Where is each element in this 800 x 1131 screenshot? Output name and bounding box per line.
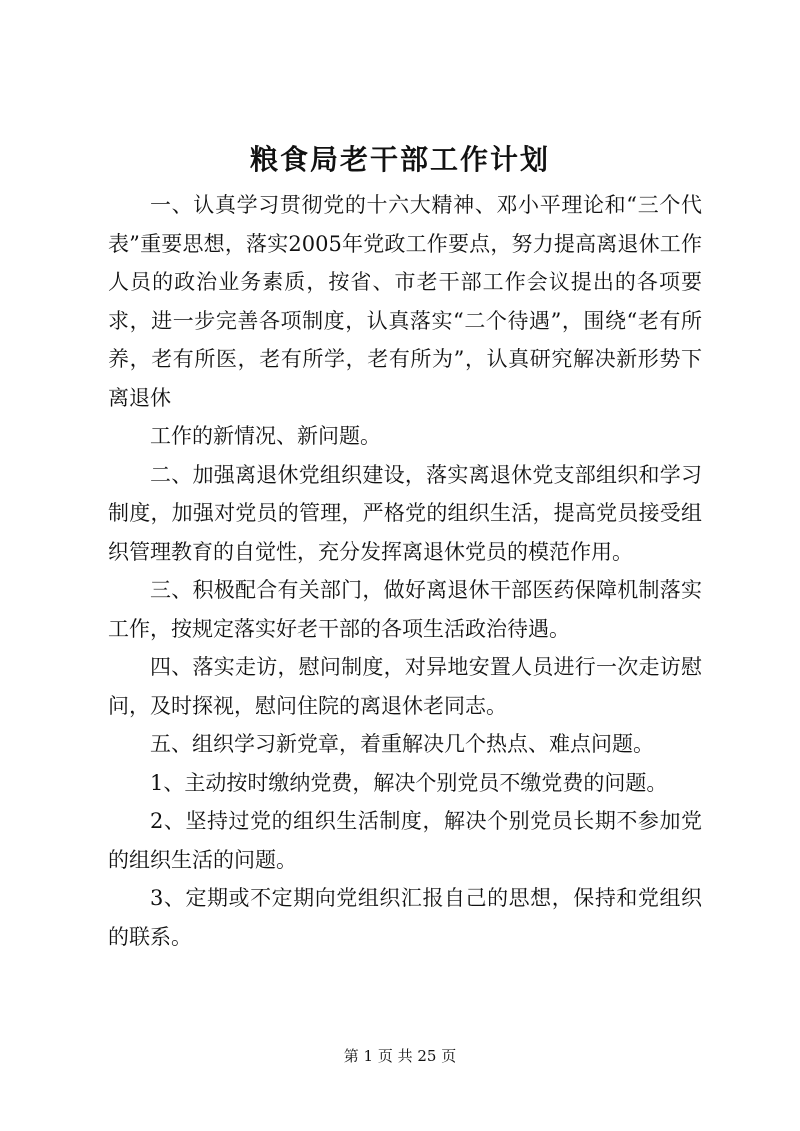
paragraph: 四、落实走访，慰问制度，对异地安置人员进行一次走访慰问，及时探视，慰问住院的离退休老同志。 [108,655,702,718]
document-body [108,186,702,956]
paragraph: 五、组织学习新党章，着重解决几个热点、难点问题。 [150,732,654,756]
paragraph: 2、坚持过党的组织生活制度，解决个别党员长期不参加党的组织生活的问题。 [108,809,702,872]
page-title: 粮食局老干部工作计划 [249,143,550,176]
paragraph: 二、加强离退休党组织建设，落实离退休党支部组织和学习制度，加强对党员的管理，严格党的组织生活，提高党员接受组织管理教育的自觉性，充分发挥离退休党员的模范作用。 [108,462,702,564]
paragraph: 三、积极配合有关部门，做好离退休干部医药保障机制落实工作，按规定落实好老干部的各项生活政治待遇。 [108,578,702,641]
paragraph: 工作的新情况、新问题。 [150,424,381,448]
paragraph: 一、认真学习贯彻党的十六大精神、邓小平理论和“三个代表”重要思想，落实2005年党政工作要点，努力提高离退休工作人员的政治业务素质，按省、市老干部工作会议提出的各项要求，进一步完善各项制度，认真落实“二个待遇”，围绕“老有所养，老有所医，老有所学，老有所为”，认真研究解决新形势下离退休 [108,193,702,410]
paragraph: 1、主动按时缴纳党费，解决个别党员不缴党费的问题。 [150,770,668,795]
page-number-footer: 第 1 页 共 25 页 [343,1047,457,1065]
paragraph: 3、定期或不定期向党组织汇报自己的思想，保持和党组织的联系。 [108,886,702,949]
